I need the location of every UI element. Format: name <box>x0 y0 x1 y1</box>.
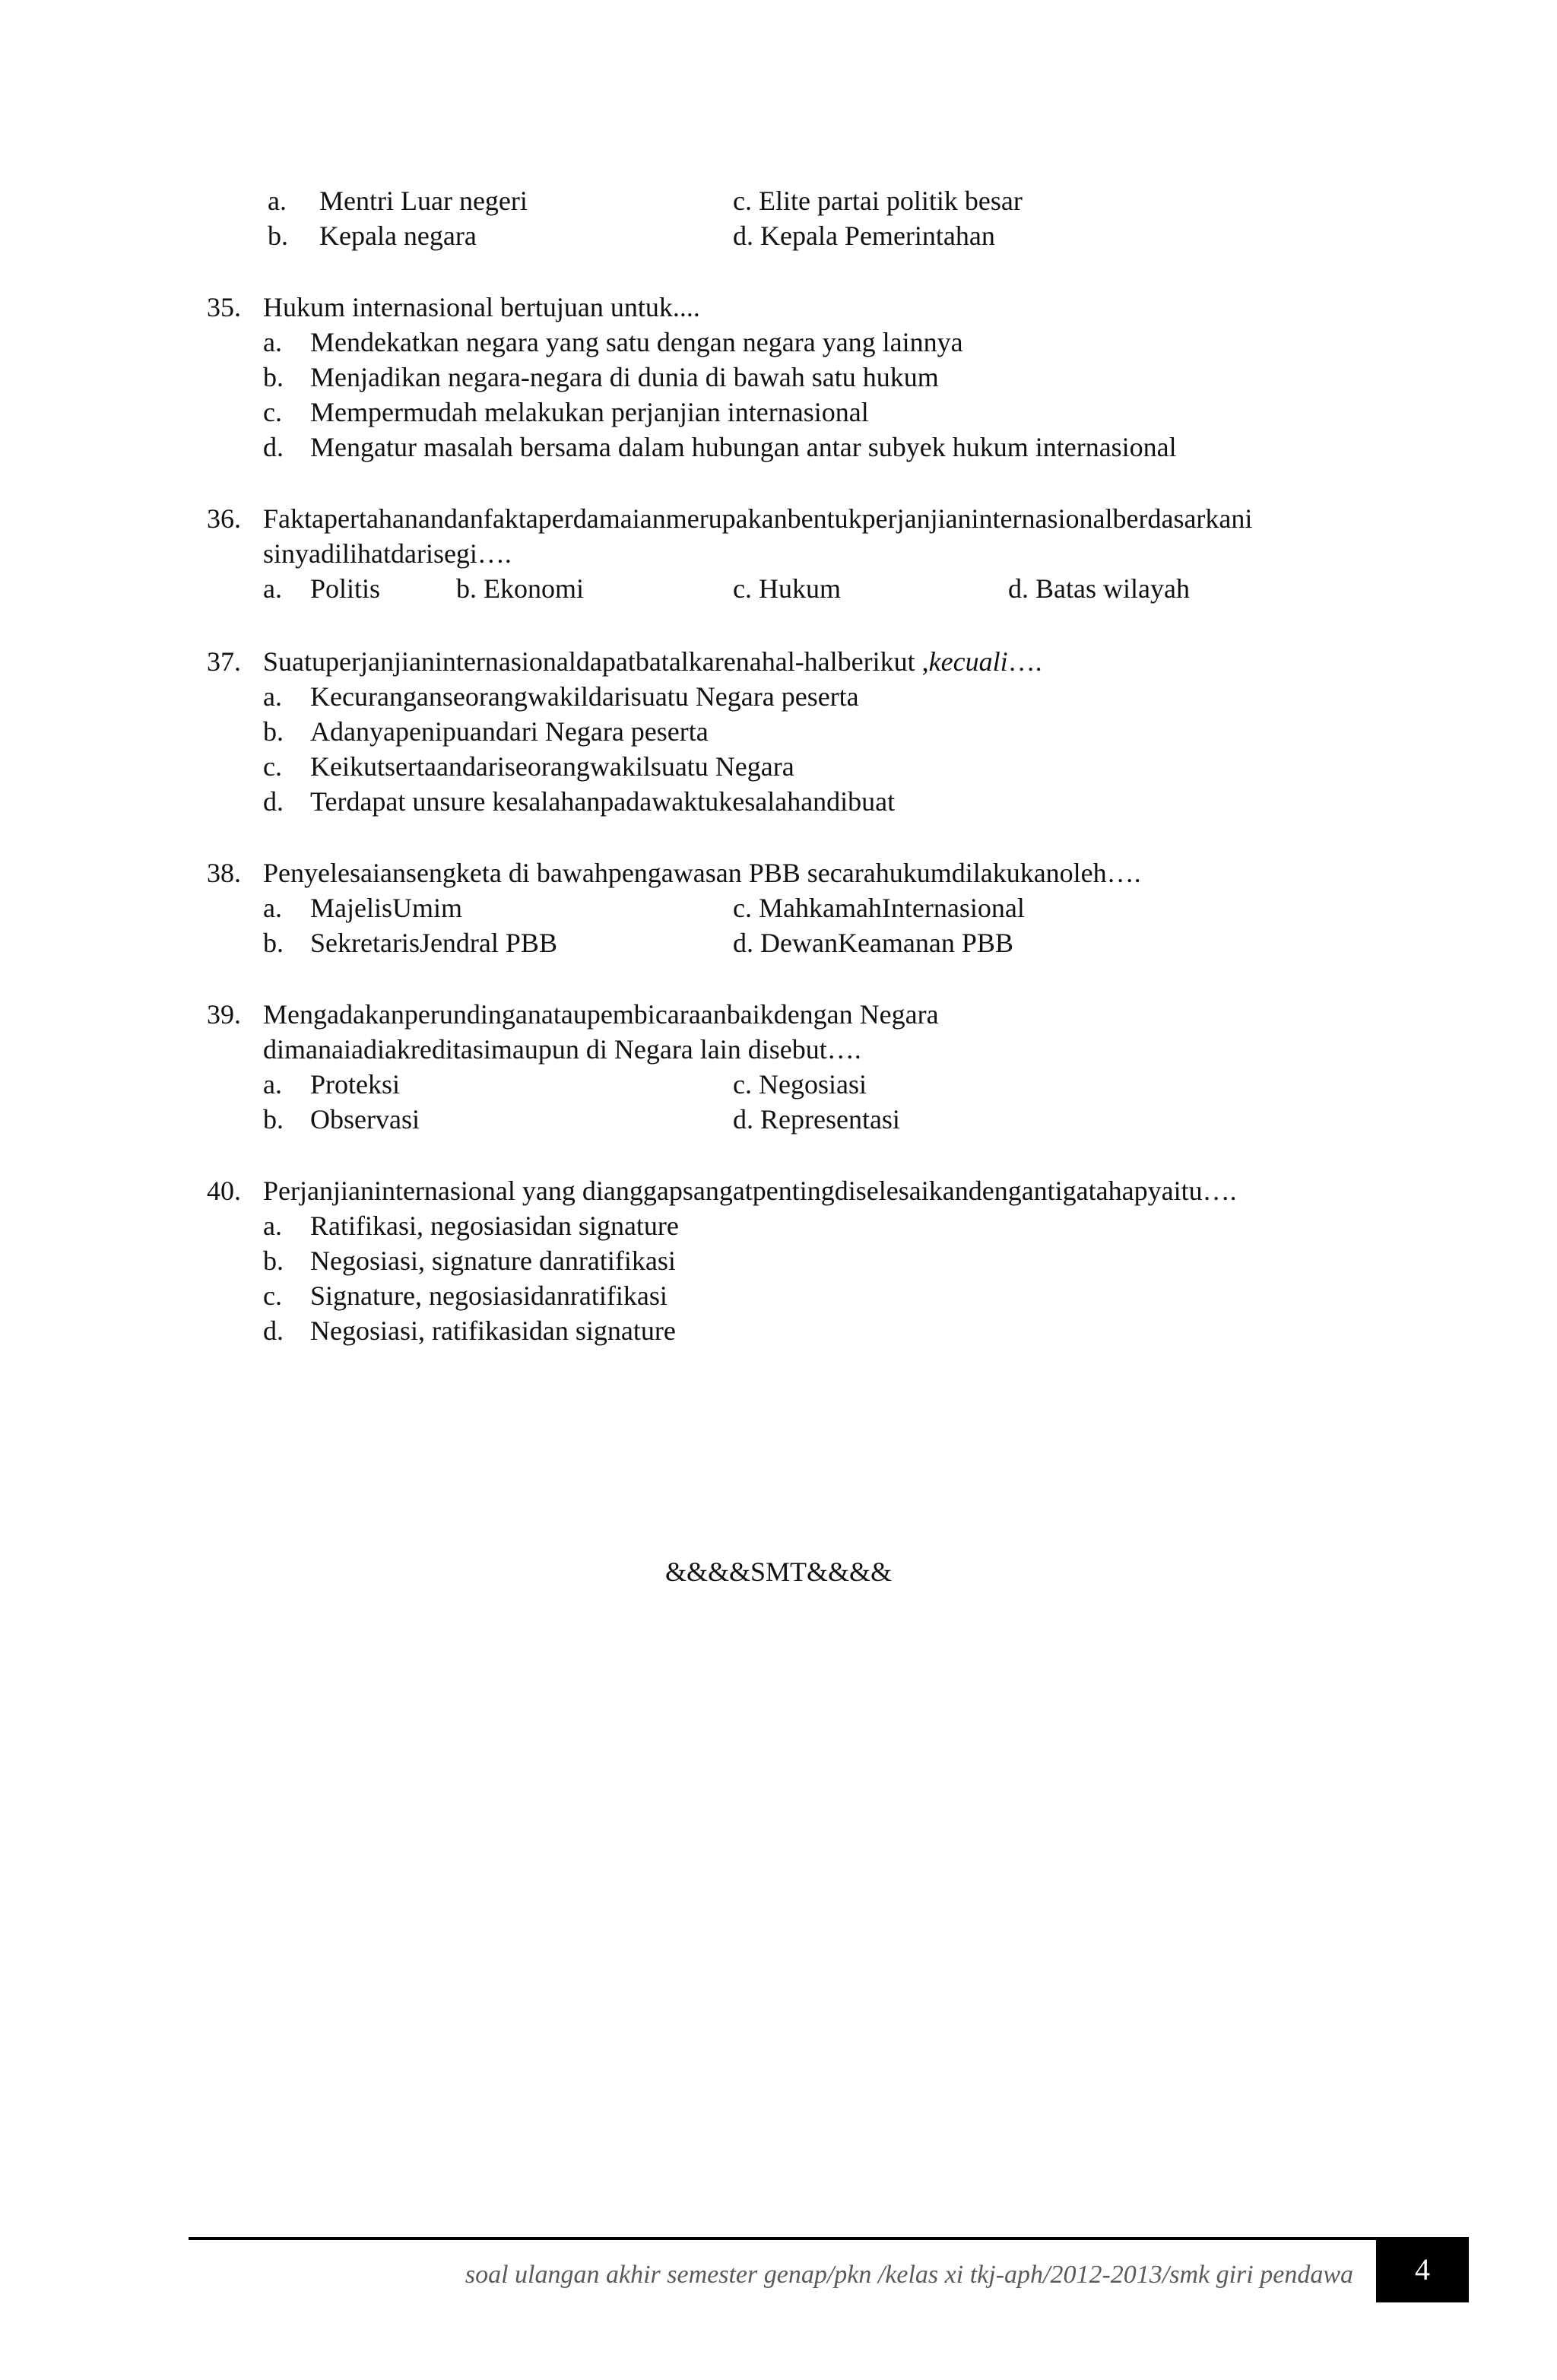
q39-option-d: d. Representasi <box>733 1104 900 1134</box>
q34-option-a: a. Mentri Luar negeri <box>268 186 528 216</box>
q38-number: 38. <box>207 858 241 888</box>
q36-number: 36. <box>207 503 241 534</box>
q40-number: 40. <box>207 1176 241 1206</box>
end-mark: &&&&SMT&&&& <box>664 1557 893 1587</box>
q40-option-d: d. Negosiasi, ratifikasidan signature <box>263 1315 676 1346</box>
q34-option-c: c. Elite partai politik besar <box>733 186 1023 216</box>
q35-option-b: b. Menjadikan negara-negara di dunia di bawah satu hukum <box>263 362 939 392</box>
q40-option-b: b. Negosiasi, signature danratifikasi <box>263 1246 676 1276</box>
q35-question: Hukum internasional bertujuan untuk.... <box>263 292 700 322</box>
q40-option-a: a. Ratifikasi, negosiasidan signature <box>263 1211 679 1241</box>
page-number: 4 <box>1376 2237 1469 2302</box>
q36-option-b: b. Ekonomi <box>456 573 584 604</box>
q34-option-d: d. Kepala Pemerintahan <box>733 221 995 251</box>
q35-option-c: c. Mempermudah melakukan perjanjian internasional <box>263 397 869 427</box>
q38-option-d: d. DewanKeamanan PBB <box>733 928 1013 958</box>
q37-option-d: d. Terdapat unsure kesalahanpadawaktukesalahandibuat <box>263 786 896 817</box>
q38-option-c: c. MahkamahInternasional <box>733 893 1025 923</box>
q39-question-line2: dimanaiadiakreditasimaupun di Negara lain disebut…. <box>263 1034 861 1065</box>
q35-option-d: d. Mengatur masalah bersama dalam hubungan antar subyek hukum internasional <box>263 432 1177 462</box>
q38-option-b: b. SekretarisJendral PBB <box>263 928 557 958</box>
footer-text: soal ulangan akhir semester genap/pkn /kelas xi tkj-aph/2012-2013/smk giri pendawa <box>465 2261 1353 2289</box>
q39-option-b: b. Observasi <box>263 1104 420 1134</box>
q35-option-a: a. Mendekatkan negara yang satu dengan negara yang lainnya <box>263 327 963 357</box>
q37-question: Suatuperjanjianinternasionaldapatbatalkarenahal-halberikut ,kecuali…. <box>263 646 1042 677</box>
q39-option-a: a. Proteksi <box>263 1069 401 1100</box>
q38-option-a: a. MajelisUmim <box>263 893 462 923</box>
q37-number: 37. <box>207 646 241 677</box>
q40-option-c: c. Signature, negosiasidanratifikasi <box>263 1280 668 1311</box>
q36-option-a: a. Politis <box>263 573 381 604</box>
q34-option-b: b. Kepala negara <box>268 221 477 251</box>
q37-option-a: a. Kecuranganseorangwakildarisuatu Negara peserta <box>263 681 859 712</box>
footer-rule <box>189 2237 1376 2240</box>
q36-question-line2: sinyadilihatdarisegi…. <box>263 538 512 569</box>
q35-number: 35. <box>207 292 241 322</box>
q37-option-c: c. Keikutsertaandariseorangwakilsuatu Negara <box>263 751 794 782</box>
q39-question-line1: Mengadakanperundinganataupembicaraanbaikdengan Negara <box>263 999 939 1030</box>
q36-question-line1: Faktapertahanandanfaktaperdamaianmerupakanbentukperjanjianinternasionalberdasarkani <box>263 503 1253 534</box>
q39-number: 39. <box>207 999 241 1030</box>
q39-option-c: c. Negosiasi <box>733 1069 867 1100</box>
q37-option-b: b. Adanyapenipuandari Negara peserta <box>263 716 709 747</box>
q37-kecuali-emphasis: kecuali <box>928 646 1008 677</box>
q36-option-c: c. Hukum <box>733 573 841 604</box>
q38-question: Penyelesaiansengketa di bawahpengawasan PBB secarahukumdilakukanoleh…. <box>263 858 1141 888</box>
q36-option-d: d. Batas wilayah <box>1008 573 1190 604</box>
q40-question: Perjanjianinternasional yang dianggapsangatpentingdiselesaikandengantigatahapyaitu…. <box>263 1176 1237 1206</box>
